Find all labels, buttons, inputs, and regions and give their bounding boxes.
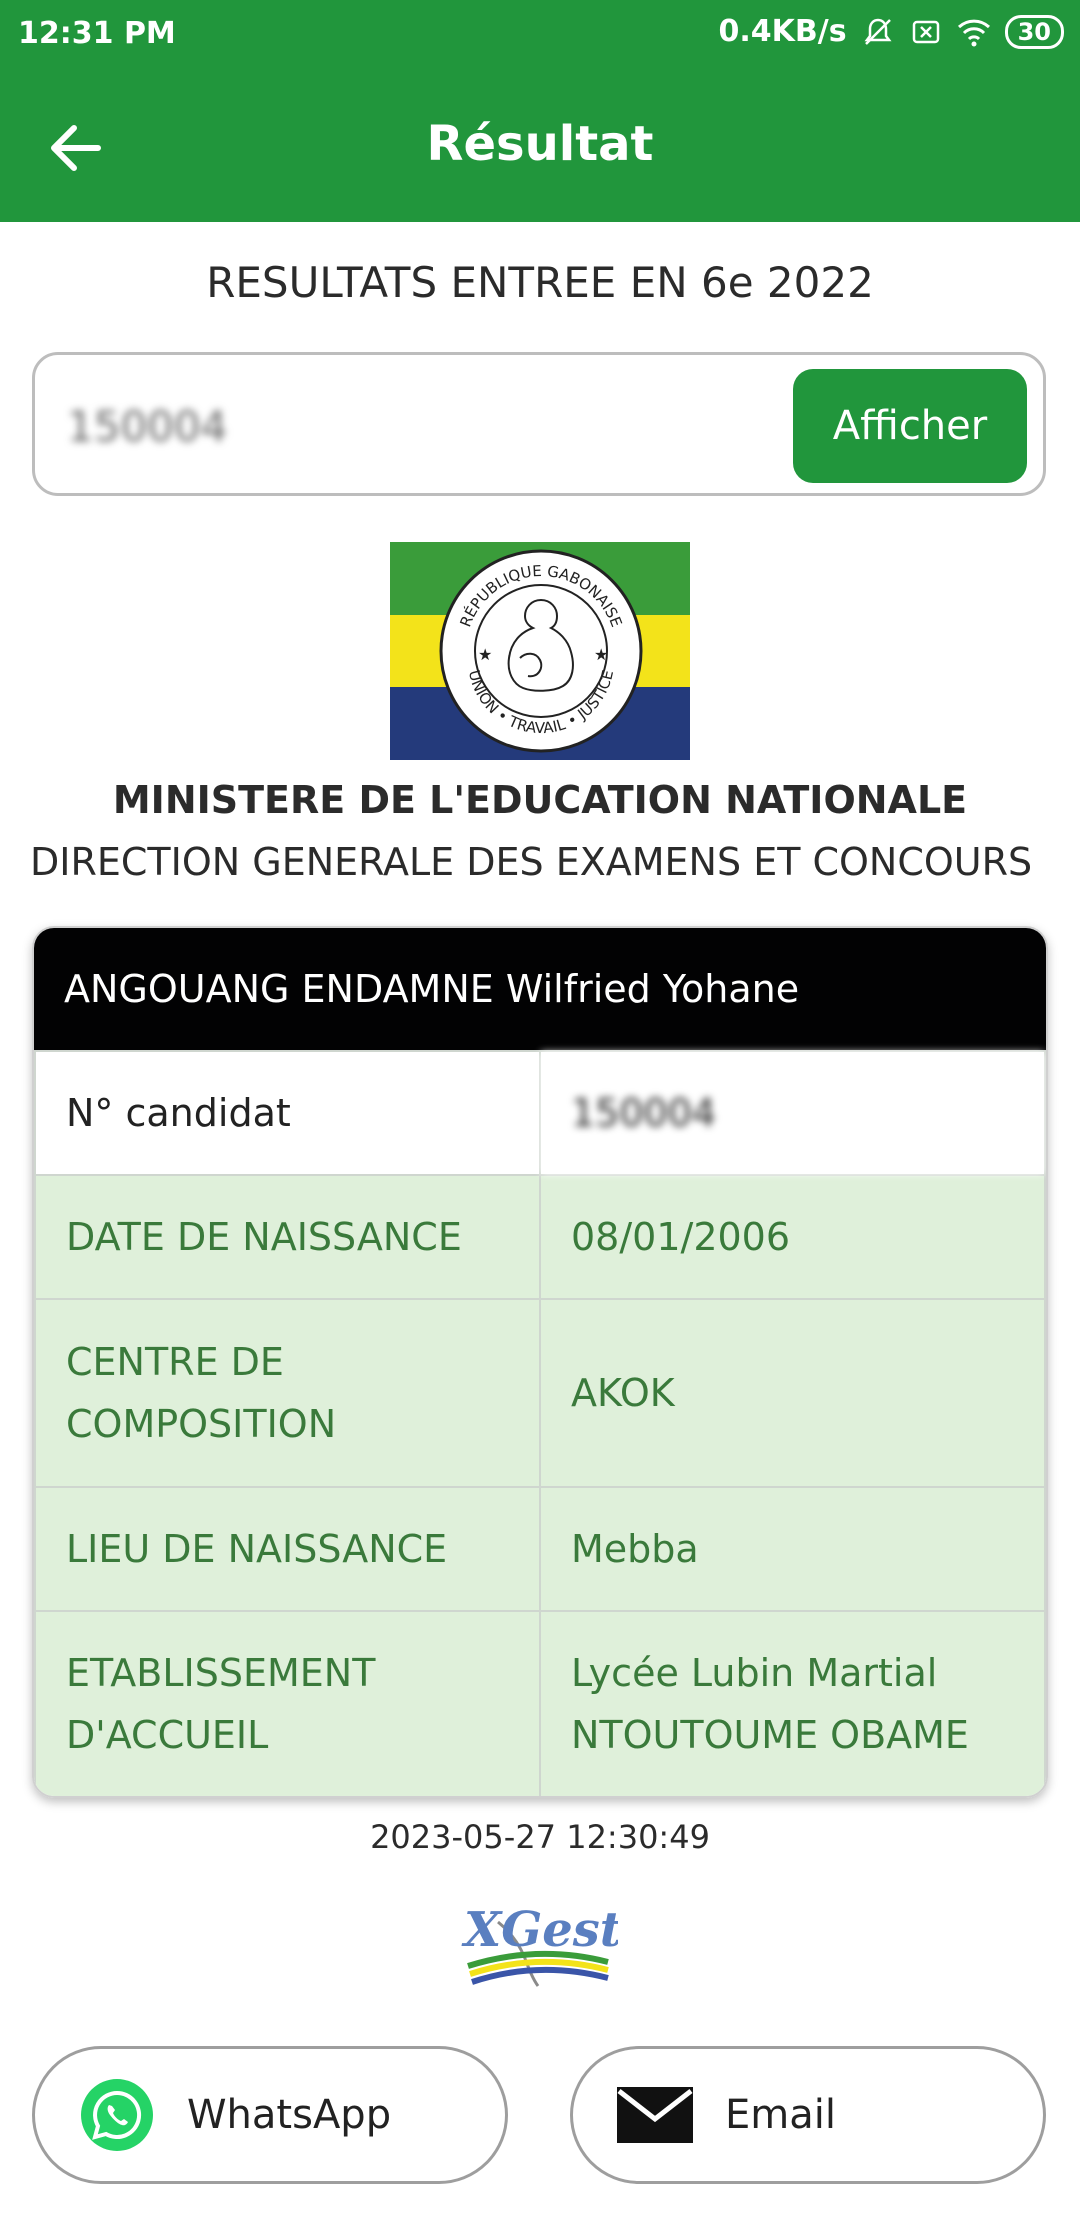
page-heading: RESULTATS ENTREE EN 6e 2022 <box>206 258 874 307</box>
result-table <box>34 1050 1046 1798</box>
wifi-icon <box>957 15 991 49</box>
direction-title: DIRECTION GENERALE DES EXAMENS ET CONCOURS <box>30 840 1033 884</box>
table-row <box>35 1175 1045 1299</box>
mail-icon <box>617 2077 693 2153</box>
row-value: Lycée Lubin Martial NTOUTOUME OBAME <box>540 1611 1045 1797</box>
app-bar <box>0 0 1080 222</box>
svg-text:RÉPUBLIQUE GABONAISE: RÉPUBLIQUE GABONAISE <box>456 561 626 630</box>
email-label: Email <box>725 2092 836 2138</box>
toolbar <box>0 72 1080 222</box>
mute-icon <box>861 15 895 49</box>
battery-indicator: 30 <box>1005 15 1064 49</box>
candidate-number-input[interactable] <box>65 389 769 463</box>
table-row <box>35 1299 1045 1487</box>
afficher-button[interactable]: Afficher <box>793 369 1027 483</box>
gabon-emblem <box>390 542 690 760</box>
candidate-name: ANGOUANG ENDAMNE Wilfried Yohane <box>34 928 1046 1050</box>
row-label: N° candidat <box>35 1051 540 1175</box>
whatsapp-label: WhatsApp <box>187 2092 392 2138</box>
result-timestamp: 2023-05-27 12:30:49 <box>370 1818 710 1856</box>
no-sim-icon <box>909 15 943 49</box>
status-icons <box>719 14 1064 49</box>
svg-text:★: ★ <box>594 645 609 664</box>
row-value: Mebba <box>540 1487 1045 1611</box>
row-label: DATE DE NAISSANCE <box>35 1175 540 1299</box>
toolbar-title: Résultat <box>426 116 654 172</box>
status-bar <box>0 0 1080 72</box>
result-card <box>32 926 1048 1798</box>
table-row <box>35 1051 1045 1175</box>
email-button[interactable] <box>570 2046 1046 2184</box>
svg-text:UNION • TRAVAIL • JUSTICE: UNION • TRAVAIL • JUSTICE <box>464 668 618 738</box>
table-row <box>35 1487 1045 1611</box>
row-value: 08/01/2006 <box>540 1175 1045 1299</box>
row-value: 150004 <box>540 1051 1045 1175</box>
row-label: CENTRE DE COMPOSITION <box>35 1299 540 1487</box>
table-row <box>35 1611 1045 1797</box>
ministry-title: MINISTERE DE L'EDUCATION NATIONALE <box>112 778 968 822</box>
row-label: ETABLISSEMENT D'ACCUEIL <box>35 1611 540 1797</box>
svg-text:★: ★ <box>478 645 493 664</box>
xgest-logo <box>458 1888 618 2006</box>
row-value: AKOK <box>540 1299 1045 1487</box>
search-box <box>32 352 1046 496</box>
row-label: LIEU DE NAISSANCE <box>35 1487 540 1611</box>
whatsapp-icon <box>79 2077 155 2153</box>
status-time: 12:31 PM <box>18 16 176 51</box>
whatsapp-button[interactable] <box>32 2046 508 2184</box>
seal-icon <box>438 548 644 754</box>
net-speed: 0.4KB/s <box>718 14 847 49</box>
logo-text: XGest <box>464 1902 618 1958</box>
